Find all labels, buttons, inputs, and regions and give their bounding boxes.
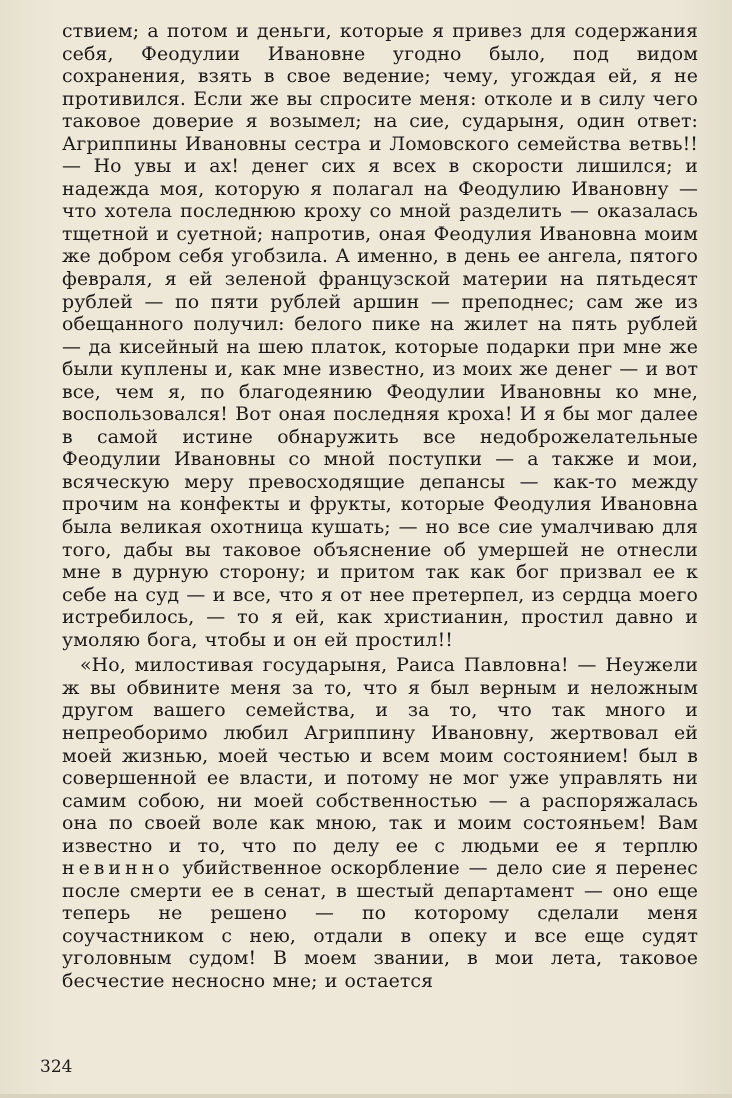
page-bottom-edge: [0, 1094, 732, 1098]
paragraph-2-part-1: «Но, милостивая государыня, Раиса Павловна! — Неужели ж вы обвините меня за то, что я был верным и неложным другом вашего семейства, и за то, что так много и непреоборимо любил Агриппину Ивановну, жертвовал ей моей жизнью, моей честью и всем моим состоянием! был в совершенной ее власти, и потому не мог уже управлять ни самим собою, ни моей собственностью — а распоряжалась она по своей воле как мною, так и моим состояньем! Вам известно и то, что по делу ее с людьми ее я терплю: [62, 654, 698, 857]
page-text: [62, 20, 698, 993]
paragraph-2: [62, 654, 698, 992]
spaced-emphasis: невинно: [62, 857, 174, 880]
paragraph-1: ствием; а потом и деньги, которые я привез для содержания себя, Феодулии Ивановне угодно было, под видом сохранения, взять в свое ведение; чему, угождая ей, я не противился. Если же вы спросите меня: отколе и в силу чего таковое доверие я возымел; на сие, сударыня, один ответ: Агриппины Ивановны сестра и Ломовского семейства ветвь!! — Но увы и ах! денег сих я всех в скорости лишился; и надежда моя, которую я полагал на Феодулию Ивановну — что хотела последнюю кроху со мной разделить — оказалась тщетной и суетной; напротив, оная Феодулия Ивановна моим же добром себя угобзила. А именно, в день ее ангела, пятого февраля, я ей зеленой французской материи на пятьдесят рублей — по пяти рублей аршин — преподнес; сам же из обещанного получил: белого пике на жилет на пять рублей — да кисейный на шею платок, которые подарки при мне же были куплены и, как мне известно, из моих же денег — и вот все, чем я, по благодеянию Феодулии Ивановны ко мне, воспользовался! Вот оная последняя кроха! И я бы мог далее в самой истине обнаружить все недоброжелательные Феодулии Ивановны со мной поступки — а также и мои, всяческую меру превосходящие депансы — как-то между прочим на конфекты и фрукты, которые Феодулия Ивановна была великая охотница кушать; — но все сие умалчиваю для того, дабы вы таковое объяснение об умершей не отнесли мне в дурную сторону; и притом так как бог призвал ее к себе на суд — и все, что я от нее претерпел, из сердца моего истребилось, — то я ей, как христианин, простил давно и умоляю бога, чтобы и он ей простил!!: [62, 20, 698, 651]
paragraph-2-part-2: убийственное оскорбление — дело сие я перенес после смерти ее в сенат, в шестый департамент — оно еще теперь не решено — по которому сделали меня соучастником с нею, отдали в опеку и все еще судят уголовным судом! В моем звании, в мои лета, таковое бесчестие несносно мне; и остается: [62, 857, 698, 992]
page-number: 324: [40, 1057, 73, 1077]
